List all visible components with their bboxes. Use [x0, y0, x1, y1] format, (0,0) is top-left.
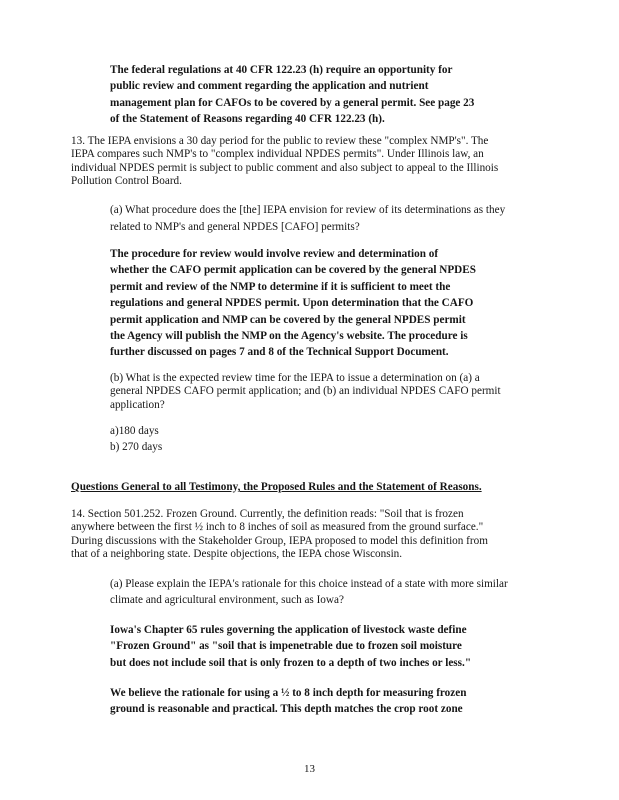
text-line: general NPDES CAFO permit application; and (b) an individual NPDES CAFO permit — [110, 385, 501, 398]
question-14 — [71, 508, 488, 562]
response-14a-part-2 — [110, 685, 466, 718]
text-line: management plan for CAFOs to be covered by a general permit. See page 23 — [110, 96, 475, 109]
text-line: regulations and general NPDES permit. Upon determination that the CAFO — [110, 297, 474, 310]
text-line: During discussions with the Stakeholder Group, IEPA proposed to model this definition from — [71, 534, 488, 547]
text-line: related to NMP's and general NPDES [CAFO] permits? — [110, 221, 360, 234]
text-line: a)180 days — [110, 425, 159, 437]
text-line: b) 270 days — [110, 441, 163, 453]
page-number: 13 — [304, 763, 315, 775]
text-line: We believe the rationale for using a ½ to 8 inch depth for measuring frozen — [110, 687, 467, 699]
text-line: whether the CAFO permit application can be covered by the general NPDES — [110, 264, 476, 277]
response-paragraph-regulations — [110, 62, 474, 128]
text-line: IEPA compares such NMP's to "complex individual NPDES permits". Under Illinois law, an — [71, 148, 484, 161]
question-13a — [110, 204, 505, 235]
text-line: 14. Section 501.252. Frozen Ground. Currently, the definition reads: "Soil that is frozen — [71, 508, 464, 520]
text-line: but does not include soil that is only frozen to a depth of two inches or less." — [110, 656, 472, 669]
response-14a-part-1 — [110, 622, 471, 671]
question-13 — [71, 135, 498, 189]
text-line: individual NPDES permit is subject to public comment and also subject to appeal to the Illinois — [71, 161, 499, 174]
text-line: (a) Please explain the IEPA's rationale for this choice instead of a state with more similar — [110, 578, 508, 590]
text-line: permit and review of the NMP to determine if it is sufficient to meet the — [110, 280, 451, 293]
question-14a — [110, 578, 508, 608]
text-line: that of a neighboring state. Despite objections, the IEPA chose Wisconsin. — [71, 548, 403, 561]
text-line: 13. The IEPA envisions a 30 day period for the public to review these "complex NMP's". The — [71, 135, 489, 147]
text-line: application? — [110, 398, 165, 411]
text-line: (a) What procedure does the [the] IEPA envision for review of its determinations as they — [110, 204, 506, 216]
text-line: Questions General to all Testimony, the Proposed Rules and the Statement of Reasons. — [71, 481, 482, 493]
text-line: The federal regulations at 40 CFR 122.23 (h) require an opportunity for — [110, 64, 453, 76]
text-line: Pollution Control Board. — [71, 175, 182, 188]
text-line: Iowa's Chapter 65 rules governing the application of livestock waste define — [110, 624, 467, 636]
text-line: climate and agricultural environment, such as Iowa? — [110, 594, 344, 607]
question-13b — [110, 372, 501, 412]
text-line: public review and comment regarding the application and nutrient — [110, 80, 429, 93]
response-13a — [110, 246, 476, 361]
text-line: anywhere between the first ½ inch to 8 inches of soil as measured from the ground surface." — [71, 521, 484, 534]
text-line: permit application and NMP can be covered by the general NPDES permit — [110, 313, 466, 326]
text-line: "Frozen Ground" as "soil that is impenetrable due to frozen soil moisture — [110, 640, 462, 653]
text-line: The procedure for review would involve review and determination of — [110, 248, 439, 260]
text-line: the Agency will publish the NMP on the Agency's website. The procedure is — [110, 330, 468, 343]
text-line: further discussed on pages 7 and 8 of the Technical Support Document. — [110, 346, 449, 359]
text-line: ground is reasonable and practical. This depth matches the crop root zone — [110, 703, 463, 716]
response-13b — [110, 423, 162, 455]
section-heading — [71, 481, 482, 493]
text-line: of the Statement of Reasons regarding 40 CFR 122.23 (h). — [110, 113, 385, 126]
text-line: (b) What is the expected review time for the IEPA to issue a determination on (a) a — [110, 372, 480, 384]
